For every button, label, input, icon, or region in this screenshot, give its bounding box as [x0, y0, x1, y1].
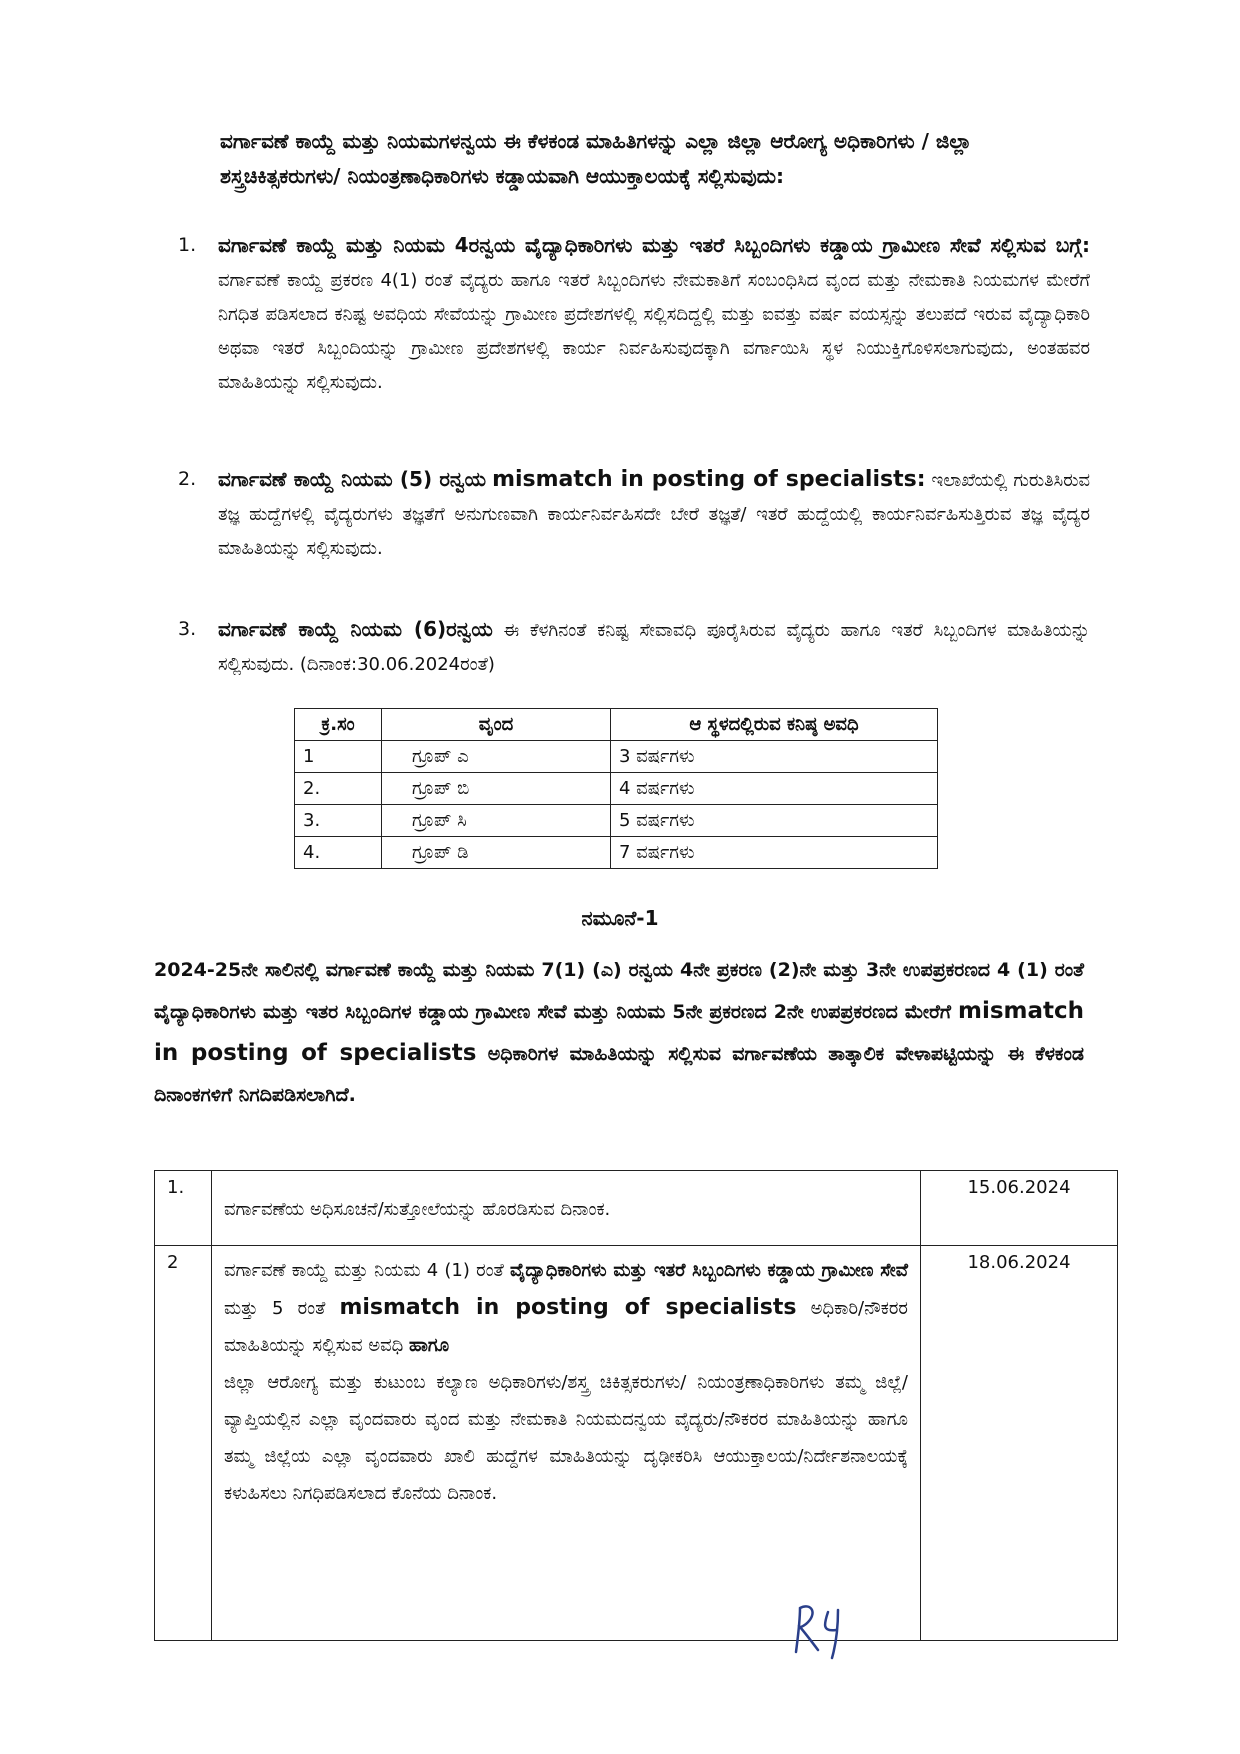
item-number: 2. [178, 468, 197, 490]
table-cell: 3 ವರ್ಷಗಳು [611, 741, 938, 773]
description-english: mismatch in posting of specialists [339, 1295, 797, 1320]
form-paragraph [154, 950, 1084, 1116]
description-text: ವರ್ಗಾವಣೆ ಕಾಯ್ದೆ ಮತ್ತು ನಿಯಮ 4 (1) ರಂತೆ [224, 1260, 504, 1281]
item-number: 1. [178, 234, 197, 256]
table-cell: 2. [295, 773, 382, 805]
item-heading: ವರ್ಗಾವಣೆ ಕಾಯ್ದೆ ನಿಯಮ (6)ರನ್ವಯ [218, 617, 493, 641]
table-cell: 4. [295, 837, 382, 869]
table-cell: ಗ್ರೂಪ್ ಡಿ [382, 837, 611, 869]
table-row [155, 1246, 1118, 1641]
list-item [178, 228, 1090, 400]
table-header-row [295, 709, 938, 741]
column-header: ಕ್ರ.ಸಂ [295, 709, 382, 741]
form-paragraph-english: mismatch in posting of specialists [154, 998, 1085, 1066]
table-cell-date: 18.06.2024 [921, 1246, 1118, 1641]
table-cell: 4 ವರ್ಷಗಳು [611, 773, 938, 805]
handwritten-signature [788, 1600, 858, 1660]
column-header: ಆ ಸ್ಥಳದಲ್ಲಿರುವ ಕನಿಷ್ಠ ಅವಧಿ [611, 709, 938, 741]
table-cell-date: 15.06.2024 [921, 1171, 1118, 1246]
table-cell: ಗ್ರೂಪ್ ಸಿ [382, 805, 611, 837]
list-item [178, 612, 1090, 682]
table-cell-number: 1. [155, 1171, 212, 1246]
table-cell: ಗ್ರೂಪ್ ಬಿ [382, 773, 611, 805]
table-row [155, 1171, 1118, 1246]
table-cell: 7 ವರ್ಷಗಳು [611, 837, 938, 869]
table-cell: 5 ವರ್ಷಗಳು [611, 805, 938, 837]
table-cell-description: ವರ್ಗಾವಣೆಯ ಅಧಿಸೂಚನೆ/ಸುತ್ತೋಲೆಯನ್ನು ಹೊರಡಿಸುವ ದಿನಾಂಕ. [212, 1171, 921, 1246]
description-text: ಅಧಿಕಾರಿ/ನೌಕರರ ಮಾಹಿತಿಯನ್ನು ಸಲ್ಲಿಸುವ ಅವಧಿ [224, 1298, 908, 1356]
intro-paragraph: ವರ್ಗಾವಣೆ ಕಾಯ್ದೆ ಮತ್ತು ನಿಯಮಗಳನ್ವಯ ಈ ಕೆಳಕಂಡ ಮಾಹಿತಿಗಳನ್ನು ಎಲ್ಲಾ ಜಿಲ್ಲಾ ಆರೋಗ್ಯ ಅಧಿಕಾರಿಗಳು / ಜಿಲ್ಲಾ ಶಸ್ತ್ರಚಿಕಿತ್ಸಕರುಗಳು/ ನಿಯಂತ್ರಣಾಧಿಕಾರಿಗಳು ಕಡ್ಡಾಯವಾಗಿ ಆಯುಕ್ತಾಲಯಕ್ಕೆ ಸಲ್ಲಿಸುವುದು: [220, 129, 972, 188]
item-body [218, 612, 1090, 682]
table-cell: ಗ್ರೂಪ್ ಎ [382, 741, 611, 773]
table-cell-description [212, 1246, 921, 1641]
schedule-table [154, 1170, 1118, 1641]
description-bold: ಹಾಗೂ [409, 1335, 450, 1356]
table-row [295, 773, 938, 805]
column-header: ವೃಂದ [382, 709, 611, 741]
form-title: ನಮೂನೆ-1 [581, 906, 659, 930]
description-text: ಮತ್ತು 5 ರಂತೆ [224, 1298, 326, 1319]
form-paragraph-part1: 2024-25ನೇ ಸಾಲಿನಲ್ಲಿ ವರ್ಗಾವಣೆ ಕಾಯ್ದೆ ಮತ್ತು ನಿಯಮ 7(1) (ಎ) ರನ್ವಯ 4ನೇ ಪ್ರಕರಣ (2)ನೇ ಮತ್ತು 3ನೇ ಉಪಪ್ರಕರಣದ 4 (1) ರಂತೆ ವೈದ್ಯಾಧಿಕಾರಿಗಳು ಮತ್ತು ಇತರ ಸಿಬ್ಬಂದಿಗಳ ಕಡ್ಡಾಯ ಗ್ರಾಮೀಣ ಸೇವೆ ಮತ್ತು ನಿಯಮ 5ನೇ ಪ್ರಕರಣದ 2ನೇ ಉಪಪ್ರಕರಣದ ಮೇರೆಗೆ [154, 959, 1084, 1023]
form-paragraph-part2: ಅಧಿಕಾರಿಗಳ ಮಾಹಿತಿಯನ್ನು ಸಲ್ಲಿಸುವ ವರ್ಗಾವಣೆಯ ತಾತ್ಕಾಲಿಕ ವೇಳಾಪಟ್ಟಿಯನ್ನು ಈ ಕೆಳಕಂಡ ದಿನಾಂಕಗಳಿಗೆ ನಿಗದಿಪಡಿಸಲಾಗಿದೆ. [154, 1043, 1084, 1106]
table-cell-number: 2 [155, 1246, 212, 1641]
table-row [295, 741, 938, 773]
list-item [178, 462, 1090, 566]
description-bold: ವೈದ್ಯಾಧಿಕಾರಿಗಳು ಮತ್ತು ಇತರೆ ಸಿಬ್ಬಂದಿಗಳು ಕಡ್ಡಾಯ ಗ್ರಾಮೀಣ ಸೇವೆ [510, 1260, 908, 1281]
item-heading-english: mismatch in posting of specialists: [492, 467, 926, 492]
item-body [218, 228, 1090, 400]
item-heading: ವರ್ಗಾವಣೆ ಕಾಯ್ದೆ ಮತ್ತು ನಿಯಮ 4ರನ್ವಯ ವೈದ್ಯಾಧಿಕಾರಿಗಳು ಮತ್ತು ಇತರೆ ಸಿಬ್ಬಂದಿಗಳು ಕಡ್ಡಾಯ ಗ್ರಾಮೀಣ ಸೇವೆ ಸಲ್ಲಿಸುವ ಬಗ್ಗೆ: [218, 233, 1090, 257]
table-row [295, 837, 938, 869]
item-text: ಈ ಕೆಳಗಿನಂತೆ ಕನಿಷ್ಟ ಸೇವಾವಧಿ ಪೂರೈಸಿರುವ ವೈದ್ಯರು ಹಾಗೂ ಇತರೆ ಸಿಬ್ಬಂದಿಗಳ ಮಾಹಿತಿಯನ್ನು ಸಲ್ಲಿಸುವುದು. (ದಿನಾಂಕ:30.06.2024ರಂತೆ) [218, 620, 1090, 675]
table-cell: 1 [295, 741, 382, 773]
item-heading: ವರ್ಗಾವಣೆ ಕಾಯ್ದೆ ನಿಯಮ (5) ರನ್ವಯ [218, 467, 487, 491]
item-number: 3. [178, 618, 197, 640]
item-body [218, 462, 1090, 566]
item-text: ಇಲಾಖೆಯಲ್ಲಿ ಗುರುತಿಸಿರುವ ತಜ್ಞ ಹುದ್ದೆಗಳಲ್ಲಿ ವೈದ್ಯರುಗಳು ತಜ್ಞತೆಗೆ ಅನುಗುಣವಾಗಿ ಕಾರ್ಯನಿರ್ವಹಿಸದೇ ಬೇರೆ ತಜ್ಞತೆ/ ಇತರೆ ಹುದ್ದೆಯಲ್ಲಿ ಕಾರ್ಯನಿರ್ವಹಿಸುತ್ತಿರುವ ತಜ್ಞ ವೈದ್ಯರ ಮಾಹಿತಿಯನ್ನು ಸಲ್ಲಿಸುವುದು. [218, 470, 1090, 559]
table-cell: 3. [295, 805, 382, 837]
minimum-period-table [294, 708, 938, 869]
description-paragraph [224, 1252, 908, 1364]
table-row [295, 805, 938, 837]
item-text: ವರ್ಗಾವಣೆ ಕಾಯ್ದೆ ಪ್ರಕರಣ 4(1) ರಂತೆ ವೈದ್ಯರು ಹಾಗೂ ಇತರೆ ಸಿಬ್ಬಂದಿಗಳು ನೇಮಕಾತಿಗೆ ಸಂಬಂಧಿಸಿದ ವೃಂದ ಮತ್ತು ನೇಮಕಾತಿ ನಿಯಮಗಳ ಮೇರೆಗೆ ನಿಗಧಿತ ಪಡಿಸಲಾದ ಕನಿಷ್ಟ ಅವಧಿಯ ಸೇವೆಯನ್ನು ಗ್ರಾಮೀಣ ಪ್ರದೇಶಗಳಲ್ಲಿ ಸಲ್ಲಿಸದಿದ್ದಲ್ಲಿ ಮತ್ತು ಐವತ್ತು ವರ್ಷ ವಯಸ್ಸನ್ನು ತಲುಪದೆ ಇರುವ ವೈದ್ಯಾಧಿಕಾರಿ ಅಥವಾ ಇತರೆ ಸಿಬ್ಬಂದಿಯನ್ನು ಗ್ರಾಮೀಣ ಪ್ರದೇಶಗಳಲ್ಲಿ ಕಾರ್ಯ ನಿರ್ವಹಿಸುವುದಕ್ಕಾಗಿ ವರ್ಗಾಯಿಸಿ ಸ್ಥಳ ನಿಯುಕ್ತಿಗೊಳಿಸಲಾಗುವುದು, ಅಂತಹವರ ಮಾಹಿತಿಯನ್ನು ಸಲ್ಲಿಸುವುದು. [218, 270, 1090, 393]
description-paragraph: ಜಿಲ್ಲಾ ಆರೋಗ್ಯ ಮತ್ತು ಕುಟುಂಬ ಕಲ್ಯಾಣ ಅಧಿಕಾರಿಗಳು/ಶಸ್ತ್ರ ಚಿಕಿತ್ಸಕರುಗಳು/ ನಿಯಂತ್ರಣಾಧಿಕಾರಿಗಳು ತಮ್ಮ ಜಿಲ್ಲೆ/ವ್ಯಾಪ್ತಿಯಲ್ಲಿನ ಎಲ್ಲಾ ವೃಂದವಾರು ವೃಂದ ಮತ್ತು ನೇಮಕಾತಿ ನಿಯಮದನ್ವಯ ವೈದ್ಯರು/ನೌಕರರ ಮಾಹಿತಿಯನ್ನು ಹಾಗೂ ತಮ್ಮ ಜಿಲ್ಲೆಯ ಎಲ್ಲಾ ವೃಂದವಾರು ಖಾಲಿ ಹುದ್ದೆಗಳ ಮಾಹಿತಿಯನ್ನು ದೃಢೀಕರಿಸಿ ಆಯುಕ್ತಾಲಯ/ನಿರ್ದೇಶನಾಲಯಕ್ಕೆ ಕಳುಹಿಸಲು ನಿಗಧಿಪಡಿಸಲಾದ ಕೊನೆಯ ದಿನಾಂಕ. [224, 1372, 908, 1504]
